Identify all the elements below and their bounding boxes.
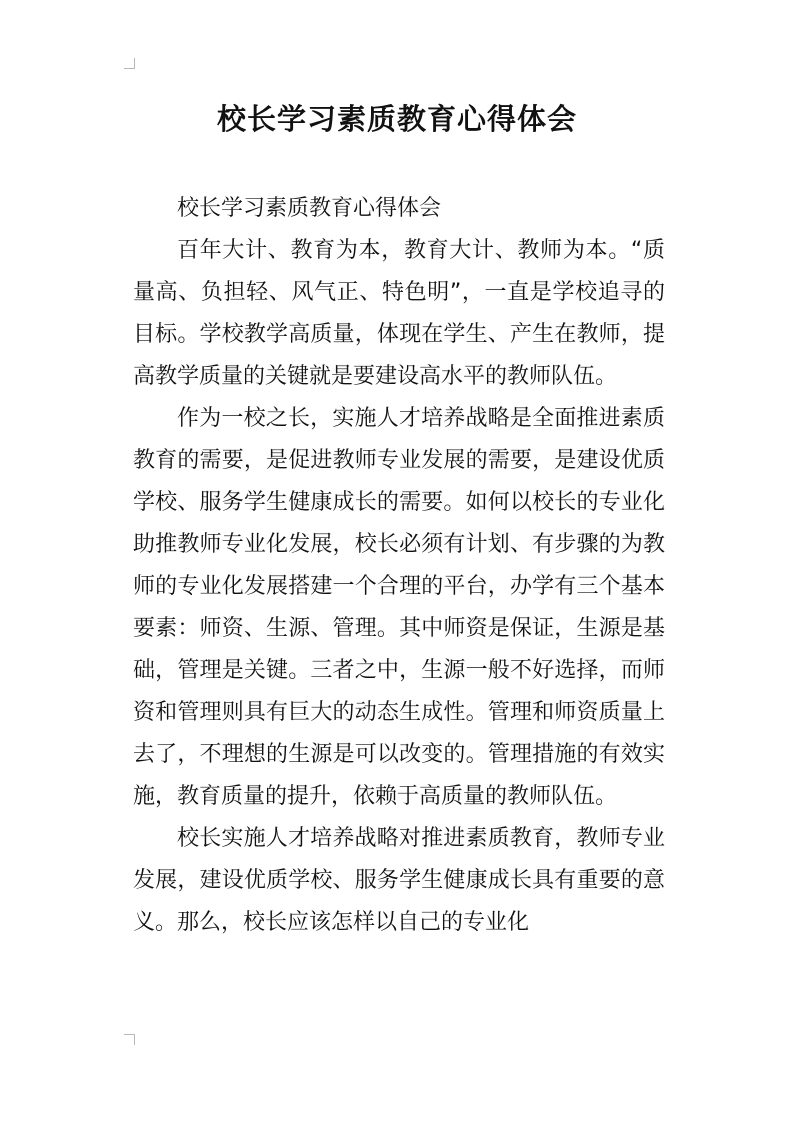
paragraph-subtitle: 校长学习素质教育心得体会 <box>177 196 442 221</box>
paragraph: 百年大计、教育为本，教育大计、教师为本。“质量高、负担轻、风气正、特色明”，一直是学校追寻的目标。学校教学高质量，体现在学生、产生在教师，提高教学质量的关键就是要建设高水平的教师队伍。 <box>133 238 665 389</box>
page-title: 校长学习素质教育心得体会 <box>216 102 577 136</box>
bottom-left-margin-mark <box>124 1034 135 1045</box>
top-left-margin-mark <box>124 58 135 69</box>
paragraph: 校长实施人才培养战略对推进素质教育，教师专业发展，建设优质学校、服务学生健康成长具有重要的意义。那么，校长应该怎样以自己的专业化 <box>133 826 665 935</box>
paragraph: 作为一校之长，实施人才培养战略是全面推进素质教育的需要，是促进教师专业发展的需要，是建设优质学校、服务学生健康成长的需要。如何以校长的专业化助推教师专业化发展，校长必须有计划、有步骤的为教师的专业化发展搭建一个合理的平台，办学有三个基本要素：师资、生源、管理。其中师资是保证，生源是基础，管理是关键。三者之中，生源一般不好选择，而师资和管理则具有巨大的动态生成性。管理和师资质量上去了，不理想的生源是可以改变的。管理措施的有效实施，教育质量的提升，依赖于高质量的教师队伍。 <box>133 406 665 809</box>
document-body <box>133 188 665 944</box>
